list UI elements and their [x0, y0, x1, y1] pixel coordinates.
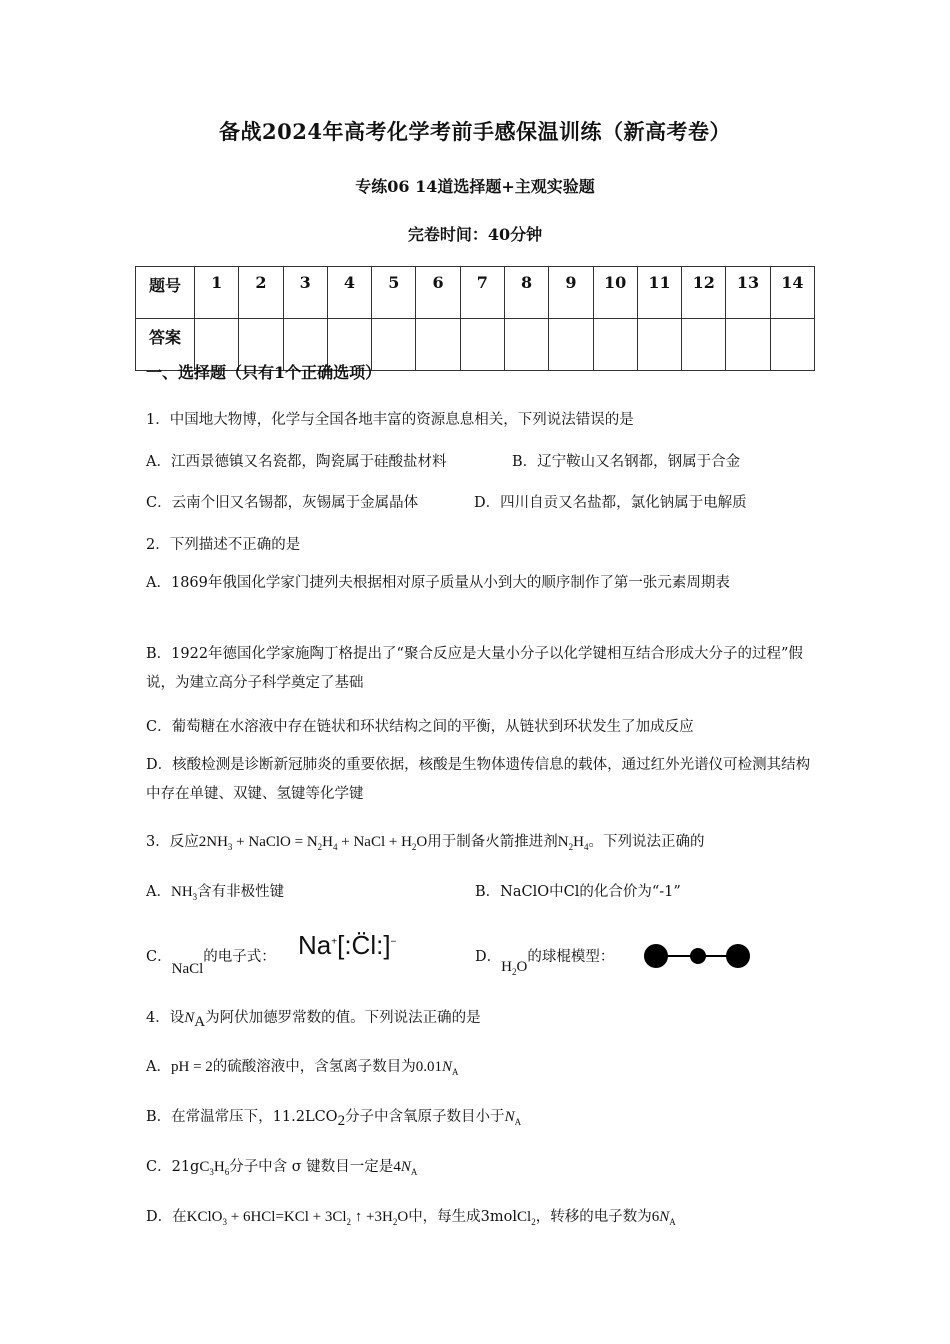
- q4-b-prefix: B．在常温常压下，11.2LCO: [146, 1109, 338, 1125]
- q4-stem: 4．设$N_A$为阿伏加德罗常数的值。下列说法正确的是: [146, 1010, 481, 1030]
- q4-option-d: [146, 1205, 676, 1227]
- answer-table: [135, 266, 815, 371]
- q3-suffix: 。下列说法正确的: [588, 834, 705, 850]
- question-number: 6: [416, 267, 460, 319]
- q3-c-formula: NaCl: [171, 961, 204, 977]
- q4-a-mid: 的硫酸溶液中，含氢离子数目为: [212, 1059, 416, 1075]
- q1-option-d: D．四川自贡又名盐都，氯化钠属于电解质: [474, 495, 747, 511]
- q4-d-mid: 中，每生成3mol: [408, 1209, 518, 1225]
- q3-c-prefix: C．: [146, 949, 172, 965]
- q3-option-b: [475, 880, 681, 901]
- question-number: 5: [372, 267, 416, 319]
- q4-a-ph: pH = 2: [170, 1059, 213, 1075]
- section-title: 一、选择题（只有1个正确选项）: [146, 363, 382, 382]
- na-symbol: N: [184, 1010, 195, 1026]
- q1-option-c: C．云南个旧又名锡都，灰锡属于金属晶体: [146, 495, 419, 511]
- q4-d-value: $6N_A$: [651, 1209, 676, 1227]
- exam-time: 完卷时间：40分钟: [407, 225, 543, 244]
- q3-b-text: NaClO中Cl的化合价为“-1”: [500, 884, 681, 900]
- q4-c-formula: $C_3H_6$: [199, 1159, 230, 1177]
- answer-cell[interactable]: [593, 319, 637, 371]
- q2-option-d: D．核酸检测是诊断新冠肺炎的重要依据，核酸是生物体遗传信息的载体，通过红外光谱仪可检测其结构中存在单键、双键、氢键等化学键: [146, 757, 811, 802]
- q1-option-a: A．江西景德镇又名瓷都，陶瓷属于硅酸盐材料: [146, 454, 447, 470]
- q3-mid: 用于制备火箭推进剂: [427, 834, 558, 850]
- q3-d-suffix: 的球棍模型：: [527, 949, 615, 965]
- answer-cell[interactable]: [416, 319, 460, 371]
- q4-d-equation: KClO$_3$ + $6HCl=KCl + 3Cl_2$ ↑ $+3H_2O$: [186, 1209, 409, 1227]
- q4-a-value: $0.01N_A$: [415, 1059, 459, 1077]
- q4-option-a: [146, 1055, 459, 1077]
- q4-d-prefix: D．在: [146, 1209, 187, 1225]
- q1-option-b: B．辽宁鞍山又名钢都，钢属于合金: [512, 454, 741, 470]
- q4-c-mid: 分子中含 σ 键数目一定是: [229, 1159, 394, 1175]
- question-number: 1: [195, 267, 239, 319]
- q3-a-suffix: 含有非极性键: [197, 884, 285, 900]
- q3-n2h4: $N_2H_4$: [557, 834, 589, 852]
- page-title: 备战2024年高考化学考前手感保温训练（新高考卷）: [219, 119, 731, 144]
- answer-table-number-row: [136, 267, 815, 319]
- answer-cell[interactable]: [726, 319, 770, 371]
- q3-option-d: [475, 945, 615, 977]
- question-number: 13: [726, 267, 770, 319]
- q3-d-prefix: D．: [475, 949, 502, 965]
- q4-b-mid: 分子中含氧原子数目小于: [345, 1109, 505, 1125]
- question-number: 4: [327, 267, 371, 319]
- h2o-ball-stick-model: [642, 940, 752, 972]
- q3-prefix: 3．反应: [146, 834, 199, 850]
- question-number: 11: [637, 267, 681, 319]
- question-number: 3: [283, 267, 327, 319]
- answer-cell[interactable]: [504, 319, 548, 371]
- question-number: 2: [239, 267, 283, 319]
- q3-c-suffix: 的电子式：: [203, 949, 276, 965]
- answer-cell[interactable]: [637, 319, 681, 371]
- page-subtitle: 专练06 14道选择题+主观实验题: [355, 177, 595, 196]
- question-number: 14: [770, 267, 814, 319]
- q3-option-a: [146, 880, 284, 902]
- q4-a-prefix: A．: [146, 1059, 171, 1075]
- answer-cell[interactable]: [549, 319, 593, 371]
- question-number: 10: [593, 267, 637, 319]
- q2-stem: 2．下列描述不正确的是: [146, 537, 301, 553]
- q4-c-prefix: C．21g: [146, 1159, 200, 1175]
- q3-a-prefix: A．: [146, 884, 171, 900]
- q2-option-a: A．1869年俄国化学家门捷列夫根据相对原子质量从小到大的顺序制作了第一张元素周期表: [146, 575, 730, 591]
- q3-option-c: [146, 945, 276, 977]
- q4-b-value: $N_A$: [504, 1109, 522, 1127]
- nacl-electron-formula: Na+[:C̈l:]−: [298, 930, 397, 960]
- answer-cell[interactable]: [770, 319, 814, 371]
- q4-d-tail: ，转移的电子数为: [535, 1209, 652, 1225]
- q3-equation: $2NH_3$ + NaClO = $N_2H_4$ + NaCl + $H_2O$: [198, 834, 428, 852]
- answer-cell[interactable]: [682, 319, 726, 371]
- q4-d-cl2: $Cl_2$: [517, 1209, 536, 1227]
- row-label-answer: 答案: [136, 319, 195, 371]
- answer-cell[interactable]: [460, 319, 504, 371]
- q4-c-value: $4N_A$: [393, 1159, 418, 1177]
- q3-stem: [146, 830, 704, 852]
- question-number: 8: [504, 267, 548, 319]
- q3-b-prefix: B．: [475, 884, 501, 900]
- question-number: 7: [460, 267, 504, 319]
- q2-option-c: C．葡萄糖在水溶液中存在链状和环状结构之间的平衡，从链状到环状发生了加成反应: [146, 719, 694, 735]
- q4-stem-prefix: 4．设: [146, 1010, 185, 1026]
- q4-option-c: [146, 1155, 417, 1177]
- q4-stem-suffix: 为阿伏加德罗常数的值。下列说法正确的是: [205, 1010, 481, 1026]
- q3-d-formula: $H_2O$: [501, 959, 528, 977]
- q3-a-formula: $NH_3$: [170, 884, 198, 902]
- q4-option-b: B．在常温常压下，$11.2LCO_2$分子中含氧原子数目小于$N_A$: [146, 1109, 522, 1129]
- question-number: 12: [682, 267, 726, 319]
- question-number: 9: [549, 267, 593, 319]
- q1-stem: 1．中国地大物博，化学与全国各地丰富的资源息息相关，下列说法错误的是: [146, 412, 634, 428]
- q2-option-b: B．1922年德国化学家施陶丁格提出了“聚合反应是大量小分子以化学键相互结合形成大分子的过程”假说，为建立高分子科学奠定了基础: [146, 646, 803, 691]
- row-label-number: 题号: [136, 267, 195, 319]
